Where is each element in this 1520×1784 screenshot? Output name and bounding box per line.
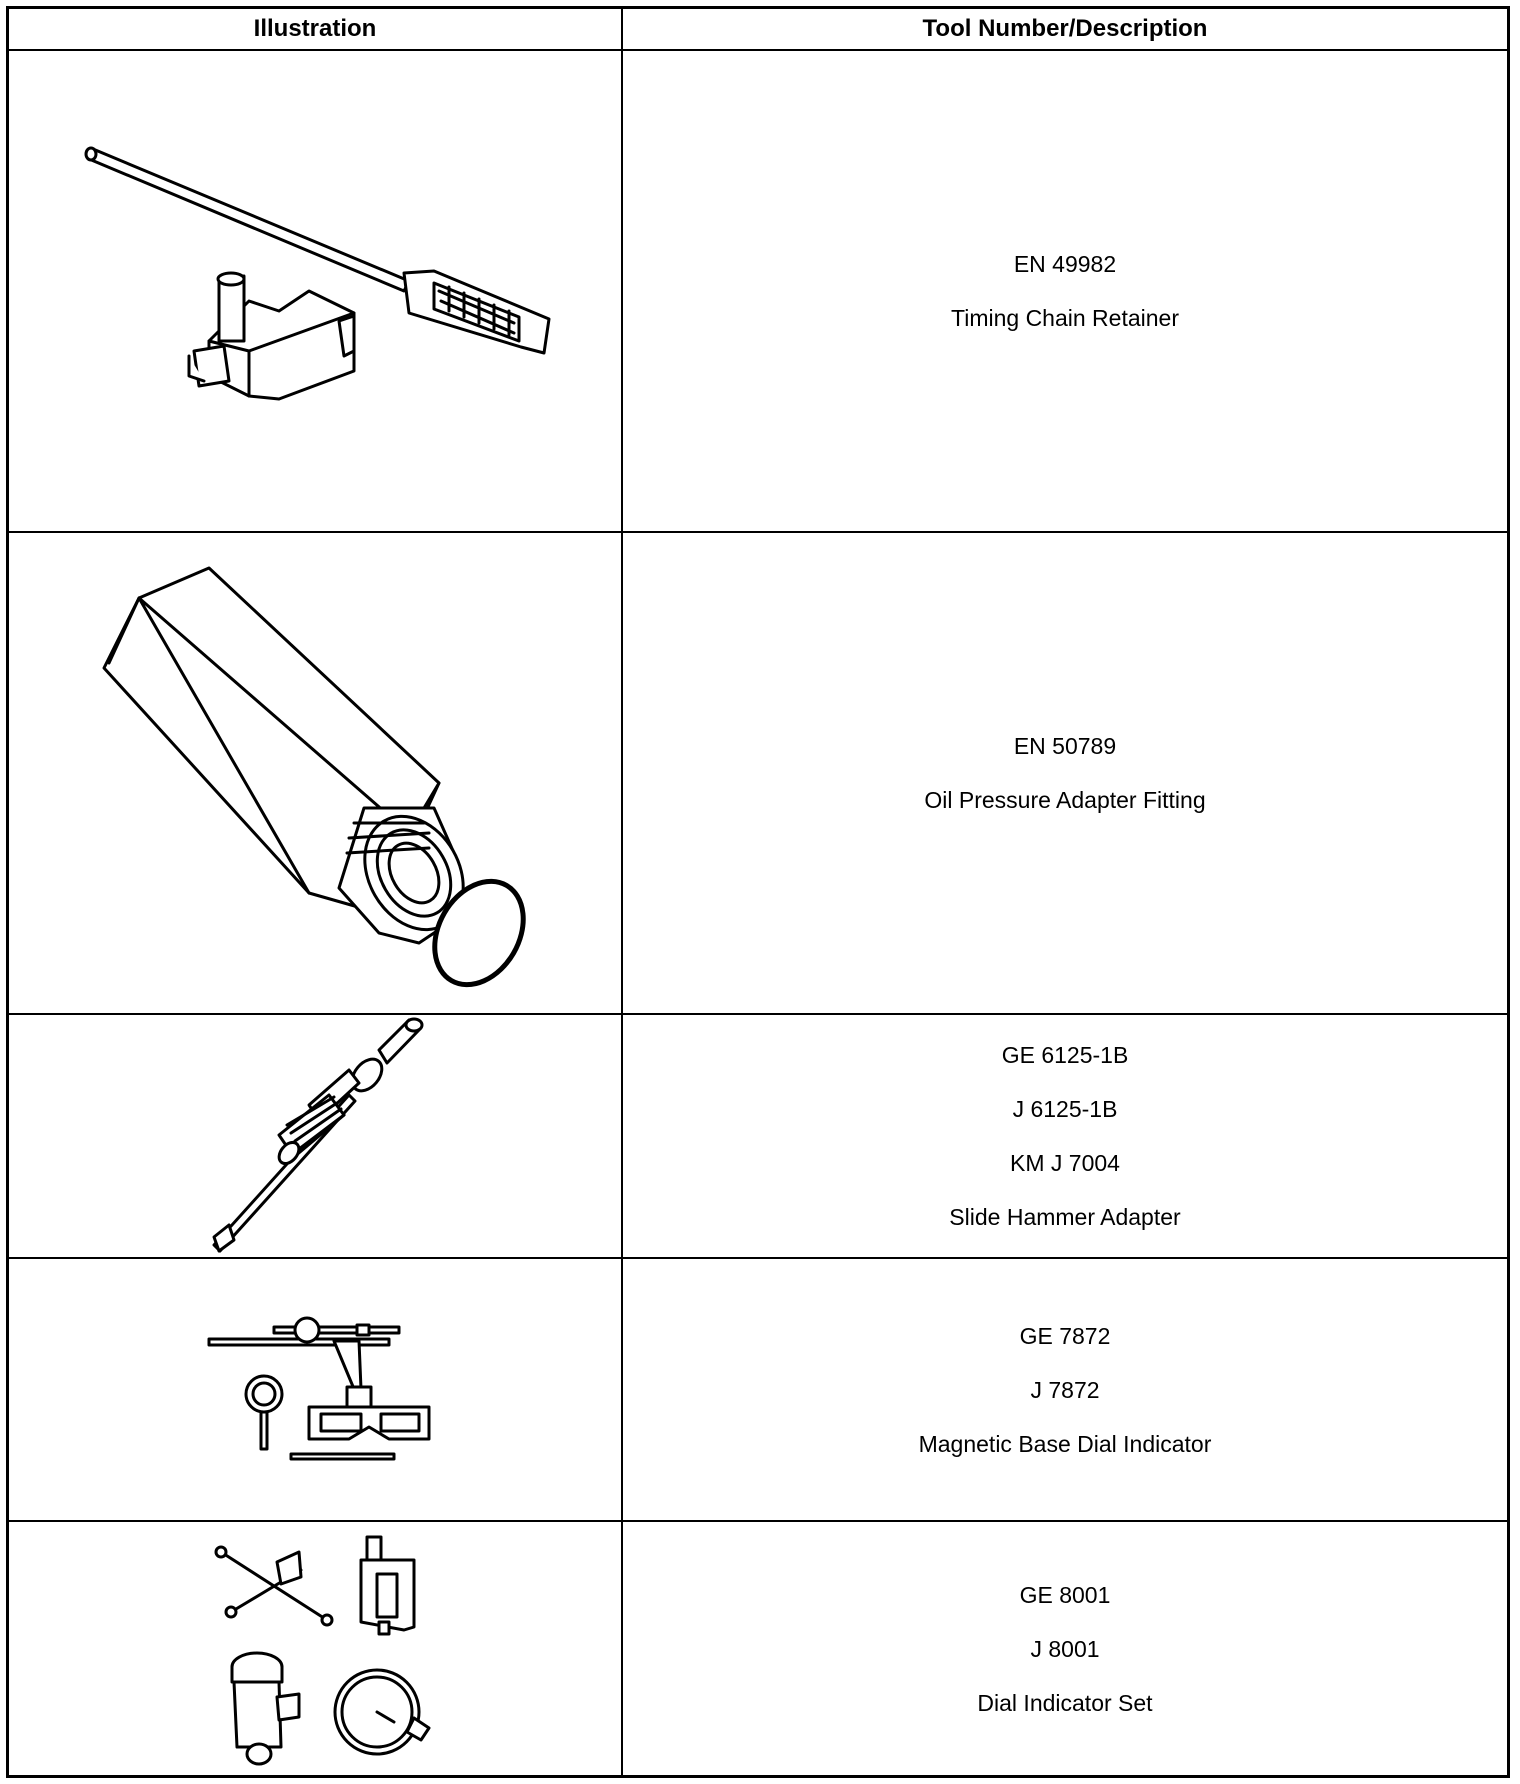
timing-chain-retainer-illustration	[9, 51, 621, 531]
tool-number: J 7872	[1030, 1376, 1100, 1403]
tool-description: Slide Hammer Adapter	[949, 1204, 1181, 1230]
tool-number: GE 8001	[1019, 1581, 1111, 1608]
tool-number: EN 49982	[1013, 251, 1117, 277]
tool-table	[6, 6, 1510, 1778]
description-cell	[623, 533, 1507, 1013]
tool-number: J 6125-1B	[1012, 1096, 1118, 1122]
header-tool-description: Tool Number/Description	[922, 15, 1208, 42]
description-cell	[623, 1259, 1507, 1520]
slide-hammer-adapter-illustration	[9, 1015, 621, 1257]
tool-number: J 8001	[1030, 1635, 1100, 1662]
illustration-cell	[9, 51, 621, 531]
header-illustration: Illustration	[253, 15, 377, 42]
oil-pressure-adapter-illustration	[9, 533, 621, 1013]
tool-number: EN 50789	[1013, 733, 1117, 759]
description-cell	[623, 1522, 1507, 1775]
tool-description: Timing Chain Retainer	[951, 305, 1179, 331]
table-row	[9, 533, 1507, 1015]
table-row	[9, 1522, 1507, 1775]
illustration-cell	[9, 1522, 621, 1775]
description-cell	[623, 1015, 1507, 1257]
illustration-cell	[9, 533, 621, 1013]
magnetic-base-dial-indicator-illustration	[9, 1259, 621, 1520]
tool-description: Dial Indicator Set	[977, 1689, 1153, 1716]
tool-description: Oil Pressure Adapter Fitting	[924, 787, 1206, 813]
tool-description: Magnetic Base Dial Indicator	[918, 1430, 1212, 1457]
illustration-cell	[9, 1259, 621, 1520]
tool-number: KM J 7004	[1010, 1150, 1120, 1176]
table-row	[9, 1015, 1507, 1259]
table-row	[9, 1259, 1507, 1522]
header-row	[9, 9, 1507, 51]
tool-number: GE 7872	[1019, 1322, 1111, 1349]
description-cell	[623, 51, 1507, 531]
tool-number: GE 6125-1B	[1001, 1042, 1129, 1068]
illustration-cell	[9, 1015, 621, 1257]
dial-indicator-set-illustration	[9, 1522, 621, 1775]
table-row	[9, 51, 1507, 533]
